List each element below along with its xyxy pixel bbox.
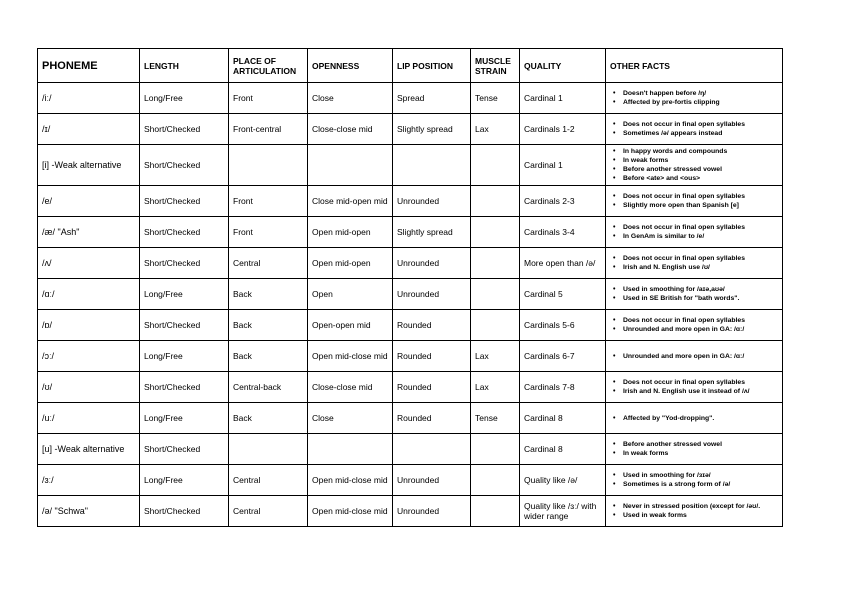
- table-row: [38, 145, 783, 186]
- phoneme-cell: /ɒ/: [38, 310, 140, 341]
- facts-list: [609, 254, 778, 272]
- place-cell: Front: [229, 217, 308, 248]
- table-row: [38, 186, 783, 217]
- fact-item: • Sometimes /ə/ appears instead: [623, 129, 778, 138]
- phoneme-cell: /uː/: [38, 403, 140, 434]
- quality-cell: Cardinal 1: [520, 145, 606, 186]
- other-facts-cell: [606, 372, 783, 403]
- muscle-strain-cell: [471, 248, 520, 279]
- muscle-strain-cell: [471, 310, 520, 341]
- openness-cell: Close-close mid: [308, 372, 393, 403]
- other-facts-cell: [606, 341, 783, 372]
- phoneme-cell: /ɜː/: [38, 465, 140, 496]
- quality-cell: Cardinals 5-6: [520, 310, 606, 341]
- facts-list: [609, 120, 778, 138]
- lip-position-cell: Rounded: [393, 403, 471, 434]
- openness-cell: Close-close mid: [308, 114, 393, 145]
- facts-list: [609, 352, 778, 361]
- openness-cell: Open mid-close mid: [308, 341, 393, 372]
- fact-item: • Never in stressed position (except for /əʊ/.: [623, 502, 778, 511]
- length-cell: Short/Checked: [140, 248, 229, 279]
- place-cell: Front: [229, 83, 308, 114]
- facts-list: [609, 223, 778, 241]
- quality-cell: Cardinal 8: [520, 403, 606, 434]
- openness-cell: Open-open mid: [308, 310, 393, 341]
- fact-item: • Unrounded and more open in GA: /ɑː/: [623, 352, 778, 361]
- phoneme-cell: /æ/ "Ash": [38, 217, 140, 248]
- place-cell: Front-central: [229, 114, 308, 145]
- quality-cell: Cardinal 5: [520, 279, 606, 310]
- facts-list: [609, 316, 778, 334]
- muscle-strain-cell: Tense: [471, 403, 520, 434]
- header-length: LENGTH: [140, 49, 229, 83]
- lip-position-cell: Rounded: [393, 372, 471, 403]
- facts-list: [609, 414, 778, 423]
- phoneme-cell: /iː/: [38, 83, 140, 114]
- muscle-strain-cell: Lax: [471, 114, 520, 145]
- lip-position-cell: Rounded: [393, 310, 471, 341]
- openness-cell: Open mid-open: [308, 217, 393, 248]
- fact-item: • In happy words and compounds: [623, 147, 778, 156]
- quality-cell: Cardinals 6-7: [520, 341, 606, 372]
- lip-position-cell: Unrounded: [393, 248, 471, 279]
- header-muscle-strain: MUSCLE STRAIN: [471, 49, 520, 83]
- table-row: [38, 279, 783, 310]
- fact-item: • Used in smoothing for /ɜɪə/: [623, 471, 778, 480]
- fact-item: • Affected by pre-fortis clipping: [623, 98, 778, 107]
- fact-item: • Does not occur in final open syllables: [623, 316, 778, 325]
- muscle-strain-cell: Lax: [471, 372, 520, 403]
- table-row: [38, 217, 783, 248]
- muscle-strain-cell: [471, 465, 520, 496]
- facts-list: [609, 471, 778, 489]
- fact-item: • Used in smoothing for /aɪə,aʊə/: [623, 285, 778, 294]
- phoneme-cell: [i] -Weak alternative: [38, 145, 140, 186]
- quality-cell: Cardinal 1: [520, 83, 606, 114]
- length-cell: Short/Checked: [140, 145, 229, 186]
- table-row: [38, 310, 783, 341]
- lip-position-cell: Slightly spread: [393, 217, 471, 248]
- table-row: [38, 496, 783, 527]
- openness-cell: Close: [308, 403, 393, 434]
- phoneme-cell: /ɪ/: [38, 114, 140, 145]
- other-facts-cell: [606, 186, 783, 217]
- fact-item: • Slightly more open than Spanish [e]: [623, 201, 778, 210]
- table-row: [38, 248, 783, 279]
- muscle-strain-cell: [471, 186, 520, 217]
- fact-item: • Used in SE British for "bath words".: [623, 294, 778, 303]
- place-cell: Back: [229, 341, 308, 372]
- quality-cell: Cardinals 1-2: [520, 114, 606, 145]
- facts-list: [609, 192, 778, 210]
- header-lip-position: LIP POSITION: [393, 49, 471, 83]
- facts-list: [609, 378, 778, 396]
- place-cell: Back: [229, 310, 308, 341]
- length-cell: Short/Checked: [140, 310, 229, 341]
- fact-item: • Does not occur in final open syllables: [623, 192, 778, 201]
- place-cell: Back: [229, 403, 308, 434]
- length-cell: Short/Checked: [140, 372, 229, 403]
- length-cell: Short/Checked: [140, 434, 229, 465]
- place-cell: [229, 145, 308, 186]
- header-quality: QUALITY: [520, 49, 606, 83]
- other-facts-cell: [606, 434, 783, 465]
- lip-position-cell: Unrounded: [393, 496, 471, 527]
- length-cell: Long/Free: [140, 403, 229, 434]
- other-facts-cell: [606, 217, 783, 248]
- facts-list: [609, 502, 778, 520]
- openness-cell: Open mid-close mid: [308, 496, 393, 527]
- lip-position-cell: Unrounded: [393, 465, 471, 496]
- place-cell: Central: [229, 465, 308, 496]
- other-facts-cell: [606, 403, 783, 434]
- other-facts-cell: [606, 145, 783, 186]
- table-row: [38, 372, 783, 403]
- other-facts-cell: [606, 496, 783, 527]
- header-phoneme: PHONEME: [38, 49, 140, 83]
- muscle-strain-cell: [471, 145, 520, 186]
- muscle-strain-cell: [471, 217, 520, 248]
- quality-cell: Quality like /ə/: [520, 465, 606, 496]
- fact-item: • Unrounded and more open in GA: /ɑː/: [623, 325, 778, 334]
- header-place: PLACE OF ARTICULATION: [229, 49, 308, 83]
- quality-cell: Cardinals 7-8: [520, 372, 606, 403]
- facts-list: [609, 285, 778, 303]
- place-cell: Back: [229, 279, 308, 310]
- other-facts-cell: [606, 248, 783, 279]
- length-cell: Long/Free: [140, 83, 229, 114]
- place-cell: Central: [229, 248, 308, 279]
- table-row: [38, 341, 783, 372]
- muscle-strain-cell: [471, 434, 520, 465]
- lip-position-cell: [393, 434, 471, 465]
- table-row: [38, 403, 783, 434]
- phoneme-cell: /ʌ/: [38, 248, 140, 279]
- table-body: [38, 83, 783, 527]
- phoneme-cell: /ɑː/: [38, 279, 140, 310]
- fact-item: • Before another stressed vowel: [623, 165, 778, 174]
- header-other-facts: OTHER FACTS: [606, 49, 783, 83]
- quality-cell: More open than /ə/: [520, 248, 606, 279]
- quality-cell: Cardinals 3-4: [520, 217, 606, 248]
- muscle-strain-cell: [471, 496, 520, 527]
- muscle-strain-cell: Lax: [471, 341, 520, 372]
- fact-item: • In weak forms: [623, 449, 778, 458]
- other-facts-cell: [606, 310, 783, 341]
- fact-item: • Sometimes is a strong form of /ə/: [623, 480, 778, 489]
- place-cell: Central-back: [229, 372, 308, 403]
- length-cell: Long/Free: [140, 279, 229, 310]
- fact-item: • Irish and N. English use it instead of /ʌ/: [623, 387, 778, 396]
- length-cell: Short/Checked: [140, 114, 229, 145]
- facts-list: [609, 89, 778, 107]
- muscle-strain-cell: Tense: [471, 83, 520, 114]
- quality-cell: Cardinals 2-3: [520, 186, 606, 217]
- place-cell: [229, 434, 308, 465]
- openness-cell: Open: [308, 279, 393, 310]
- length-cell: Short/Checked: [140, 217, 229, 248]
- openness-cell: Open mid-open: [308, 248, 393, 279]
- fact-item: • In weak forms: [623, 156, 778, 165]
- header-openness: OPENNESS: [308, 49, 393, 83]
- openness-cell: Close mid-open mid: [308, 186, 393, 217]
- phoneme-cell: /ə/ "Schwa": [38, 496, 140, 527]
- table-row: [38, 83, 783, 114]
- lip-position-cell: Slightly spread: [393, 114, 471, 145]
- phoneme-table: [37, 48, 783, 527]
- length-cell: Short/Checked: [140, 186, 229, 217]
- lip-position-cell: [393, 145, 471, 186]
- lip-position-cell: Spread: [393, 83, 471, 114]
- fact-item: • In GenAm is similar to /e/: [623, 232, 778, 241]
- facts-list: [609, 440, 778, 458]
- length-cell: Long/Free: [140, 465, 229, 496]
- quality-cell: Cardinal 8: [520, 434, 606, 465]
- fact-item: • Does not occur in final open syllables: [623, 378, 778, 387]
- fact-item: • Before another stressed vowel: [623, 440, 778, 449]
- facts-list: [609, 147, 778, 183]
- place-cell: Front: [229, 186, 308, 217]
- phoneme-cell: /ɔː/: [38, 341, 140, 372]
- openness-cell: [308, 434, 393, 465]
- fact-item: • Does not occur in final open syllables: [623, 223, 778, 232]
- other-facts-cell: [606, 114, 783, 145]
- phoneme-cell: [u] -Weak alternative: [38, 434, 140, 465]
- fact-item: • Doesn't happen before /ŋ/: [623, 89, 778, 98]
- other-facts-cell: [606, 465, 783, 496]
- fact-item: • Before <ate> and <ous>: [623, 174, 778, 183]
- table-header-row: [38, 49, 783, 83]
- fact-item: • Does not occur in final open syllables: [623, 254, 778, 263]
- other-facts-cell: [606, 279, 783, 310]
- phoneme-cell: /e/: [38, 186, 140, 217]
- openness-cell: Close: [308, 83, 393, 114]
- openness-cell: [308, 145, 393, 186]
- table-row: [38, 434, 783, 465]
- quality-cell: Quality like /ɜː/ with wider range: [520, 496, 606, 527]
- table-row: [38, 114, 783, 145]
- lip-position-cell: Unrounded: [393, 279, 471, 310]
- length-cell: Short/Checked: [140, 496, 229, 527]
- fact-item: • Irish and N. English use /ʊ/: [623, 263, 778, 272]
- fact-item: • Used in weak forms: [623, 511, 778, 520]
- table-row: [38, 465, 783, 496]
- place-cell: Central: [229, 496, 308, 527]
- lip-position-cell: Rounded: [393, 341, 471, 372]
- lip-position-cell: Unrounded: [393, 186, 471, 217]
- fact-item: • Does not occur in final open syllables: [623, 120, 778, 129]
- length-cell: Long/Free: [140, 341, 229, 372]
- other-facts-cell: [606, 83, 783, 114]
- fact-item: • Affected by "Yod-dropping".: [623, 414, 778, 423]
- muscle-strain-cell: [471, 279, 520, 310]
- openness-cell: Open mid-close mid: [308, 465, 393, 496]
- phoneme-cell: /ʊ/: [38, 372, 140, 403]
